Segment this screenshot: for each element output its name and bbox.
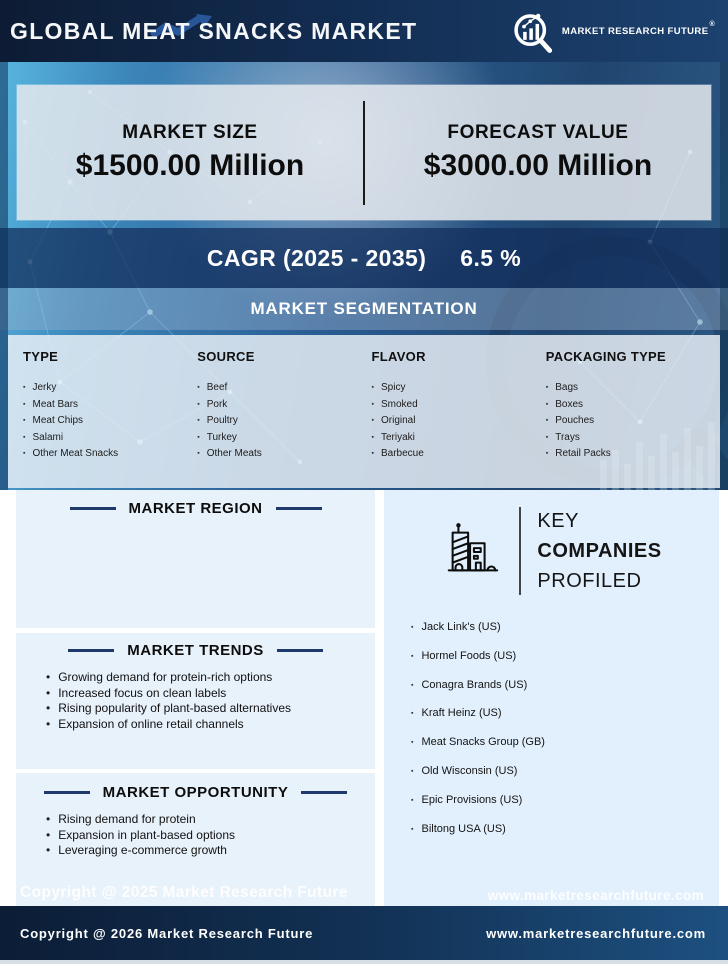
market-size-value: $1500.00 Million bbox=[75, 149, 305, 182]
segment-item: ▪ Meat Bars bbox=[23, 397, 197, 414]
cagr-band bbox=[0, 228, 728, 288]
building-icon bbox=[441, 520, 503, 582]
trend-item: • Increased focus on clean labels bbox=[46, 686, 375, 702]
company-item: ▪ Jack Link's (US) bbox=[411, 614, 719, 643]
heading-rule-right bbox=[277, 649, 323, 652]
market-trends-panel bbox=[16, 633, 375, 769]
segment-item: ▪ Spicy bbox=[372, 380, 546, 397]
segmentation-title: MARKET SEGMENTATION bbox=[250, 299, 478, 318]
segment-list bbox=[372, 380, 546, 463]
segment-item: ▪ Meat Chips bbox=[23, 413, 197, 430]
market-region-panel bbox=[16, 490, 375, 628]
heading-rule-right bbox=[301, 791, 347, 794]
company-item: ▪ Old Wisconsin (US) bbox=[411, 758, 719, 787]
segment-list bbox=[546, 380, 720, 463]
segment-item: ▪ Boxes bbox=[546, 397, 720, 414]
segmentation-column-type bbox=[23, 349, 197, 480]
segment-heading: SOURCE bbox=[197, 349, 255, 364]
footer-bar bbox=[0, 906, 728, 960]
trend-item: • Growing demand for protein-rich options bbox=[46, 670, 375, 686]
segment-item: ▪ Retail Packs bbox=[546, 446, 720, 463]
cagr-label: CAGR (2025 - 2035) bbox=[206, 244, 427, 271]
company-item: ▪ Biltong USA (US) bbox=[411, 816, 719, 845]
stats-panel bbox=[17, 85, 711, 220]
segment-item: ▪ Original bbox=[372, 413, 546, 430]
segment-item: ▪ Salami bbox=[23, 430, 197, 447]
market-size-label: MARKET SIZE bbox=[122, 122, 258, 143]
registered-mark: ® bbox=[709, 20, 715, 28]
header-bar bbox=[0, 0, 728, 62]
trend-item: • Rising popularity of plant-based alternatives bbox=[46, 701, 375, 717]
heading-rule-left bbox=[44, 791, 90, 794]
segmentation-column-packaging bbox=[546, 349, 720, 480]
segmentation-column-flavor bbox=[372, 349, 546, 480]
opportunity-list bbox=[16, 812, 375, 859]
left-column bbox=[16, 490, 375, 906]
segment-item: ▪ Smoked bbox=[372, 397, 546, 414]
heading-rule-left bbox=[68, 649, 114, 652]
segment-item: ▪ Jerky bbox=[23, 380, 197, 397]
segment-list bbox=[23, 380, 197, 463]
mrfr-logo-icon bbox=[509, 8, 555, 54]
opportunity-item: • Leveraging e-commerce growth bbox=[46, 843, 375, 859]
page-title: GLOBAL MEAT SNACKS MARKET bbox=[10, 17, 418, 44]
key-companies-header bbox=[384, 502, 719, 600]
segment-item: ▪ Beef bbox=[197, 380, 371, 397]
market-size-stat bbox=[17, 122, 363, 183]
segment-heading: TYPE bbox=[23, 349, 59, 364]
company-item: ▪ Kraft Heinz (US) bbox=[411, 700, 719, 729]
forecast-value-label: FORECAST VALUE bbox=[447, 122, 629, 143]
brand-name: MARKET RESEARCH FUTURE® bbox=[561, 20, 715, 38]
footer-copyright: Copyright @ 2026 Market Research Future bbox=[20, 925, 314, 941]
segment-item: ▪ Pork bbox=[197, 397, 371, 414]
opportunity-item: • Expansion in plant-based options bbox=[46, 828, 375, 844]
trend-item: • Expansion of online retail channels bbox=[46, 717, 375, 733]
bottom-strip bbox=[0, 960, 728, 964]
segmentation-title-band bbox=[0, 288, 728, 330]
segment-item: ▪ Turkey bbox=[197, 430, 371, 447]
market-region-heading: MARKET REGION bbox=[16, 500, 375, 517]
companies-list bbox=[384, 614, 719, 844]
market-opportunity-heading: MARKET OPPORTUNITY bbox=[16, 784, 375, 801]
company-item: ▪ Conagra Brands (US) bbox=[411, 672, 719, 701]
segment-list bbox=[197, 380, 371, 463]
segment-heading: PACKAGING TYPE bbox=[545, 349, 666, 364]
trends-list bbox=[16, 670, 375, 732]
segment-heading: FLAVOR bbox=[371, 349, 426, 364]
segment-item: ▪ Trays bbox=[546, 430, 720, 447]
opportunity-item: • Rising demand for protein bbox=[46, 812, 375, 828]
segment-item: ▪ Other Meats bbox=[197, 446, 371, 463]
segmentation-panel bbox=[8, 335, 720, 488]
heading-rule-right bbox=[276, 507, 322, 510]
segment-item: ▪ Pouches bbox=[546, 413, 720, 430]
segment-item: ▪ Teriyaki bbox=[372, 430, 546, 447]
companies-divider bbox=[519, 507, 521, 595]
segment-item: ▪ Other Meat Snacks bbox=[23, 446, 197, 463]
cagr-value: 6.5 % bbox=[460, 244, 522, 271]
hero-section bbox=[0, 62, 728, 490]
company-item: ▪ Epic Provisions (US) bbox=[411, 787, 719, 816]
company-item: ▪ Hormel Foods (US) bbox=[411, 643, 719, 672]
brand-logo bbox=[509, 8, 714, 54]
segment-item: ▪ Poultry bbox=[197, 413, 371, 430]
market-trends-heading: MARKET TRENDS bbox=[16, 642, 375, 659]
key-companies-title: KEY COMPANIES PROFILED bbox=[537, 510, 662, 592]
lower-section bbox=[0, 490, 728, 906]
key-companies-panel bbox=[384, 490, 719, 906]
segmentation-column-source bbox=[197, 349, 371, 480]
footer-website: www.marketresearchfuture.com bbox=[486, 925, 706, 941]
forecast-value-stat bbox=[365, 122, 711, 183]
segment-item: ▪ Bags bbox=[546, 380, 720, 397]
overlay-copyright: Copyright @ 2025 Market Research Future bbox=[20, 884, 348, 901]
forecast-value-value: $3000.00 Million bbox=[423, 149, 653, 182]
overlay-website: www.marketresearchfuture.com bbox=[487, 888, 704, 903]
company-item: ▪ Meat Snacks Group (GB) bbox=[411, 729, 719, 758]
heading-rule-left bbox=[70, 507, 116, 510]
segment-item: ▪ Barbecue bbox=[372, 446, 546, 463]
